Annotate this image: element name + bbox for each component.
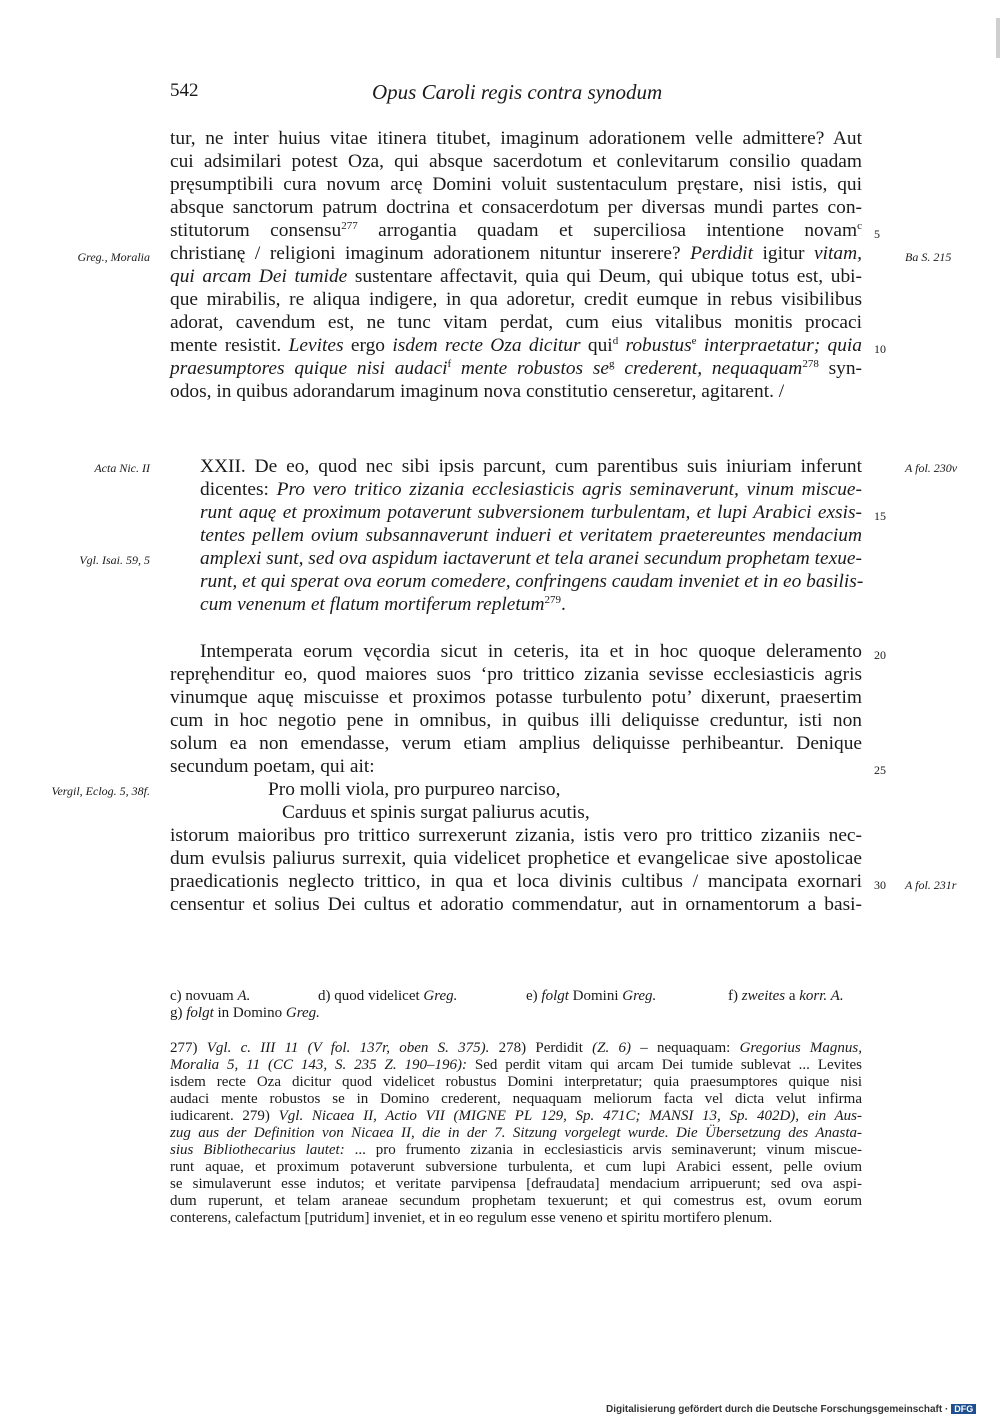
text-line: runt, et qui sperat ova eorum comedere, confringens caudam inveniet et in eo basilis- [200, 571, 864, 592]
digitization-credit [606, 1404, 976, 1415]
text-line: cum in hoc negotio pene in omnibus, in quibus illi deliquisse creduntur, isti non [170, 710, 862, 731]
footnote-line: sius Bibliothecarius lautet: ... pro frumento zizania in ecclesiasticis arvis seminaverunt; vinum miscue- [170, 1142, 863, 1158]
line-number: 25 [874, 763, 886, 777]
footnote-line: audaci mente robustos se in Domino crederent, nequaquam meliorum facta vel dicta velut infirma [170, 1091, 862, 1107]
text-line: cum venenum et flatum mortiferum repletum$^{279}$. [200, 594, 566, 615]
text-line: censentur et solius Dei cultus et adoratio commendatur, aut in ornamentorum a basi- [170, 894, 862, 915]
running-title: Opus Caroli regis contra synodum [372, 80, 663, 104]
text-line: praedicationis neglecto trittico, in qua et loca divinis cultibus / mancipata exornari [170, 871, 862, 892]
footnote-line: runt aquae, et proximum potaverunt subversione turbulenta, et cum lupi Arabici essent, pelle ovium [170, 1159, 862, 1175]
margin-ref-left: Greg., Moralia [77, 250, 150, 264]
dfg-logo: DFG [951, 1404, 976, 1414]
text-line: solum ea non emendasse, verum etiam amplius deliquisse perhibeantur. Denique [170, 733, 862, 754]
text-line: que mirabilis, re aliqua indigere, in qua adoretur, credit eumque in rebus visibilibus [170, 289, 862, 310]
page-number: 542 [170, 80, 199, 101]
footnote-line: Moralia 5, 11 (CC 143, S. 235 Z. 190–196): Sed perdit vitam qui arcam Dei tumide sublevat ... Levites [170, 1057, 862, 1073]
footnote-line: 277) Vgl. c. III 11 (V fol. 137r, oben S. 375). 278) Perdidit (Z. 6) – nequaquam: Gregorius Magnus, [170, 1040, 863, 1056]
text-line: tentes pellem ovium subsannaverunt indueri et veritatem praetereuntes mendacium [200, 525, 862, 546]
line-number: 5 [874, 227, 880, 241]
text-line: mente resistit. Levites ergo isdem recte Oza dicitur qui$^d$ robustus$^e$ interpraetatur; quia [170, 335, 863, 356]
text-line: istorum maioribus pro trittico surrexerunt zizania, istis vero pro trittico zizaniis nec- [170, 825, 862, 846]
text-line: cui adsimilari potest Oza, qui absque sacerdotum et conlevitarum consilio quadam [170, 151, 862, 172]
text-line: odos, in quibus adorandarum imaginum nova constitutio censeretur, agitarent. / [170, 381, 785, 402]
scan-edge [996, 18, 1000, 58]
margin-ref-left: Acta Nic. II [94, 461, 150, 475]
footnote-line: iudicarent. 279) Vgl. Nicaea II, Actio VII (MIGNE PL 129, Sp. 471C; MANSI 13, Sp. 402D), ein Aus- [170, 1108, 862, 1124]
text-line: absque sanctorum patrum doctrina et consacerdotum per diversas mundi partes con- [170, 197, 862, 218]
text-line: pręsumptibili cura novum arcę Domini voluit sustentaculum pręstare, nisi istis, qui [170, 174, 862, 195]
apparatus-entry: g) folgt in Domino Greg. [170, 1005, 320, 1021]
margin-ref-right: Ba S. 215 [905, 250, 952, 264]
footnote-line: se simulaverunt esse indutos; et veritate parvipensa [defraudata] mendacium arripuerunt; sed ova aspi- [170, 1176, 862, 1192]
line-number: 30 [874, 878, 886, 892]
text-line: tur, ne inter huius vitae itinera titubet, imaginum adorationem velle admittere? Aut [170, 128, 862, 149]
text-line: christianę / religioni imaginum adorationem nituntur inserere? Perdidit igitur vitam, [170, 243, 862, 264]
line-number: 20 [874, 648, 886, 662]
margin-ref-right: A fol. 231r [905, 878, 957, 892]
verse-line: Carduus et spinis surgat paliurus acutis, [282, 802, 590, 823]
text-line: secundum poetam, qui ait: [170, 756, 375, 777]
apparatus-entry: f) zweites a korr. A. [728, 988, 844, 1004]
margin-ref-left: Vergil, Eclog. 5, 38f. [51, 784, 150, 798]
credit-text: Digitalisierung gefördert durch die Deutsche Forschungsgemeinschaft · [606, 1404, 949, 1415]
text-line: amplexi sunt, sed ova aspidum iactaverunt et tela aranei secundum prophetam texue- [200, 548, 862, 569]
apparatus-entry: e) folgt Domini Greg. [526, 988, 657, 1004]
verse-line: Pro molli viola, pro purpureo narciso, [268, 779, 561, 800]
text-line: runt aquę et proximum potaverunt subversionem turbulentam, et lupi Arabici exsis- [200, 502, 862, 523]
line-number: 10 [874, 342, 886, 356]
text-line: Intemperata eorum vęcordia sicut in ceteris, ita et in hoc quoque deleramento [200, 641, 862, 662]
line-number: 15 [874, 509, 886, 523]
margin-ref-right: A fol. 230v [905, 461, 958, 475]
text-line: stitutorum consensu$^{277}$ arrogantia quadam et superciliosa intentione novam$^c$ [170, 220, 863, 241]
apparatus-entry: d) quod videlicet Greg. [318, 988, 458, 1004]
text-line: vinumque aquę miscuisse et proximos potasse turbulento potu’ dixerunt, praesertim [170, 687, 862, 708]
footnote-line: dum ruperunt, et telam araneae secundum prophetam texuerunt; et qui comestrus est, ovum eorum [170, 1193, 862, 1209]
text-line: praesumptores quique nisi audaci$^f$ mente robustos $se^g$ crederent, nequaquam$^{278}$ syn- [170, 358, 862, 379]
footnote-line: isdem recte Oza dicitur quod videlicet robustus Domini interpretatur; quia praesumptores quique nisi [170, 1074, 862, 1090]
text-line: qui arcam Dei tumide sustentare affectavit, quia qui Deum, qui ubique totus est, ubi- [170, 266, 862, 287]
margin-ref-left: Vgl. Isai. 59, 5 [79, 553, 150, 567]
text-line: repręhenditur eo, quod maiores suos ‘pro trittico zizania sevisse ecclesiasticis agris [170, 664, 862, 685]
text-line: dum evulsis paliurus surrexit, quia videlicet prophetice et evangelicae sive apostolicae [170, 848, 862, 869]
text-line: dicentes: Pro vero tritico zizania ecclesiasticis agris seminaverunt, vinum miscue- [200, 479, 862, 500]
apparatus-entry: c) novuam A. [170, 988, 251, 1004]
footnote-line: conterens, calefactum [putridum] inveniet, et in eo regulum esse veneno et spiritu mortifero plenum. [170, 1210, 773, 1226]
text-line: adorat, cavendum est, ne tunc vitam perdat, cum eius vitalibus monitis procaci [170, 312, 862, 333]
chapter-heading-line: XXII. De eo, quod nec sibi ipsis parcunt, cum parentibus suis iniuriam inferunt [200, 456, 862, 477]
footnote-line: zug aus der Definition von Nicaea II, die in der 7. Sitzung vorgelegt wurde. Die Übersetzung des Anasta- [170, 1125, 862, 1141]
